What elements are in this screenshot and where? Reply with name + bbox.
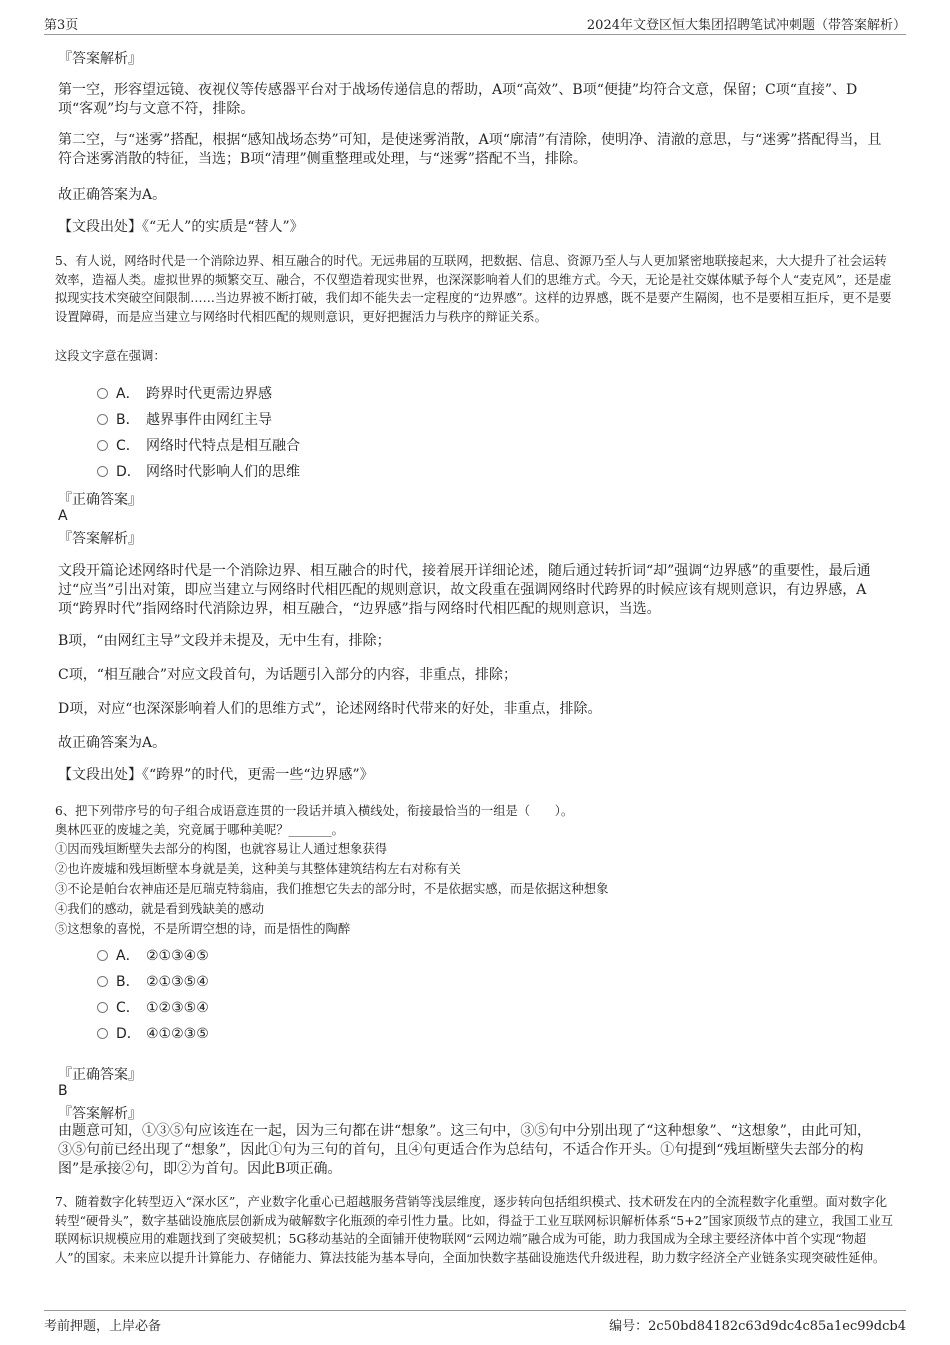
radio-circle-icon[interactable] xyxy=(97,414,108,425)
q5-option-b[interactable] xyxy=(97,409,272,429)
radio-circle-icon[interactable] xyxy=(97,440,108,451)
q5-source: 【文段出处】《“跨界”的时代，更需一些“边界感”》 xyxy=(58,767,374,783)
option-text: ①②③⑤④ xyxy=(146,1000,209,1016)
q5-conclusion: 故正确答案为A。 xyxy=(58,735,167,751)
q7-stem: 7、随着数字化转型迈入“深水区”，产业数字化重心已超越服务营销等浅层维度，逐步转向包括组织模式、技术研发在内的全流程数字化重塑。面对数字化转型“硬骨头”，数字基础设施底层创新成为破解数字化瓶颈的牵引性力量。比如，得益于工业互联网标识解析体系“5+2”国家顶级节点的建立，我国工业互联网标识规模应用的难题找到了突破契机；5G移动基站的全面铺开使物联网“云网边端”融合成为可能，助力我国成为全球主要经济体中首个实现“物超人”的国家。未来应以提升计算能力、存储能力、算法技能为基本导向，全面加快数字基础设施迭代升级进程，助力数字经济全产业链条实现突破性延伸。 xyxy=(55,1195,894,1265)
radio-circle-icon[interactable] xyxy=(97,1002,108,1013)
page-number: 第3页 xyxy=(44,18,79,33)
radio-circle-icon[interactable] xyxy=(97,466,108,477)
option-text: 越界事件由网红主导 xyxy=(146,412,272,428)
q5-option-a[interactable] xyxy=(97,383,272,403)
option-key: C． xyxy=(116,438,140,454)
q5-analysis-label: 『答案解析』 xyxy=(58,531,142,547)
q4-analysis-label: 『答案解析』 xyxy=(58,51,142,67)
q5-answer: A xyxy=(58,508,68,524)
option-key: B． xyxy=(116,974,140,990)
q6-analysis-label: 『答案解析』 xyxy=(58,1106,142,1122)
radio-circle-icon[interactable] xyxy=(97,950,108,961)
q5-answer-label: 『正确答案』 xyxy=(58,492,142,508)
page-header xyxy=(44,14,906,35)
q4-source: 【文段出处】《“无人”的实质是“替人”》 xyxy=(58,219,304,235)
page-footer xyxy=(44,1310,906,1335)
option-text: 网络时代特点是相互融合 xyxy=(146,438,300,454)
q6-option-d[interactable] xyxy=(97,1023,209,1043)
q4-conclusion: 故正确答案为A。 xyxy=(58,187,167,203)
q6-line-5: ⑤这想象的喜悦，不是所谓空想的诗，而是悟性的陶醉 xyxy=(55,922,351,936)
document-title: 2024年文登区恒大集团招聘笔试冲刺题（带答案解析） xyxy=(586,18,906,33)
q5-prompt: 这段文字意在强调： xyxy=(55,349,166,363)
option-key: B． xyxy=(116,412,140,428)
radio-circle-icon[interactable] xyxy=(97,976,108,987)
option-text: ②①③④⑤ xyxy=(146,948,209,964)
q5-option-c[interactable] xyxy=(97,435,300,455)
q5-analysis-para3: C项，“相互融合”对应文段首句，为话题引入部分的内容，非重点，排除； xyxy=(58,667,518,683)
option-key: A． xyxy=(116,386,140,402)
option-key: D． xyxy=(116,1026,141,1042)
q6-line-0: 奥林匹亚的废墟之美，究竟属于哪种美呢？_______。 xyxy=(55,823,344,837)
q5-analysis-para4: D项，对应“也深深影响着人们的思维方式”，论述网络时代带来的好处，非重点，排除。 xyxy=(58,701,602,717)
option-key: D． xyxy=(116,464,141,480)
q6-answer: B xyxy=(58,1083,68,1099)
q6-option-c[interactable] xyxy=(97,997,209,1017)
q6-option-a[interactable] xyxy=(97,945,209,965)
document-code: 编号：2c50bd84182c63d9dc4c85a1ec99dcb4 xyxy=(609,1319,906,1334)
q5-analysis-para1: 文段开篇论述网络时代是一个消除边界、相互融合的时代，接着展开详细论述，随后通过转折词“却”强调“边界感”的重要性，最后通过“应当”引出对策，即应当建立与网络时代相匹配的规则意识，故文段重在强调网络时代跨界的时候应该有规则意识，有边界感，A项“跨界时代”指网络时代消除边界，相互融合，“边界感”指与网络时代相匹配的规则意识，当选。 xyxy=(58,563,871,617)
q4-analysis-para1: 第一空，形容望远镜、夜视仪等传感器平台对于战场传递信息的帮助，A项“高效”、B项“便捷”均符合文意，保留；C项“直接”、D项“客观”均与文意不符，排除。 xyxy=(58,82,858,117)
q6-line-1: ①因而残垣断壁失去部分的构图，也就容易让人通过想象获得 xyxy=(55,842,388,856)
q6-analysis: 由题意可知，①③⑤句应该连在一起，因为三句都在讲“想象”。这三句中，③⑤句中分别出现了“这种想象”、“这想象”，由此可知，③⑤句前已经出现了“想象”，因此①句为三句的首句，且④句更适合作为总结句，不适合作开头。①句提到“残垣断壁失去部分的构图”是承接②句，即②为首句。因此B项正确。 xyxy=(58,1123,871,1177)
option-key: C． xyxy=(116,1000,140,1016)
option-key: A． xyxy=(116,948,140,964)
option-text: 跨界时代更需边界感 xyxy=(146,386,272,402)
footer-slogan: 考前押题，上岸必备 xyxy=(44,1319,162,1334)
radio-circle-icon[interactable] xyxy=(97,388,108,399)
q5-stem: 5、有人说，网络时代是一个消除边界、相互融合的时代。无远弗届的互联网，把数据、信息、资源乃至人与人更加紧密地联接起来，大大提升了社会运转效率，造福人类。虚拟世界的频繁交互、融合，不仅塑造着现实世界，也深深影响着人们的思维方式。今天，无论是社交媒体赋予每个人“麦克风”，还是虚拟现实技术突破空间限制……当边界被不断打破，我们却不能失去一定程度的“边界感”。这样的边界感，既不是要产生隔阂，也不是要相互拒斥，更不是要设置障碍，而是应当建立与网络时代相匹配的规则意识，更好把握活力与秩序的辩证关系。 xyxy=(55,254,892,324)
option-text: ②①③⑤④ xyxy=(146,974,209,990)
option-text: 网络时代影响人们的思维 xyxy=(146,464,300,480)
q5-analysis-para2: B项，“由网红主导”文段并未提及，无中生有，排除； xyxy=(58,633,391,649)
q6-line-2: ②也许废墟和残垣断壁本身就是美，这种美与其整体建筑结构左右对称有关 xyxy=(55,862,461,876)
q6-answer-label: 『正确答案』 xyxy=(58,1067,142,1083)
q6-line-4: ④我们的感动，就是看到残缺美的感动 xyxy=(55,902,265,916)
radio-circle-icon[interactable] xyxy=(97,1028,108,1039)
q6-stem: 6、把下列带序号的句子组合成语意连贯的一段话并填入横线处，衔接最恰当的一组是（ ）。 xyxy=(55,804,574,818)
q6-line-3: ③不论是帕台农神庙还是厄瑞克特翁庙，我们推想它失去的部分时，不是依据实感，而是依据这种想象 xyxy=(55,882,609,896)
q5-option-d[interactable] xyxy=(97,461,300,481)
option-text: ④①②③⑤ xyxy=(146,1026,209,1042)
q4-analysis-para2: 第二空，与“迷雾”搭配，根据“感知战场态势”可知，是使迷雾消散，A项“廓清”有清除，使明净、清澈的意思，与“迷雾”搭配得当，且符合迷雾消散的特征，当选；B项“清理”侧重整理或处理，与“迷雾”搭配不当，排除。 xyxy=(58,132,882,167)
q6-option-b[interactable] xyxy=(97,971,209,991)
